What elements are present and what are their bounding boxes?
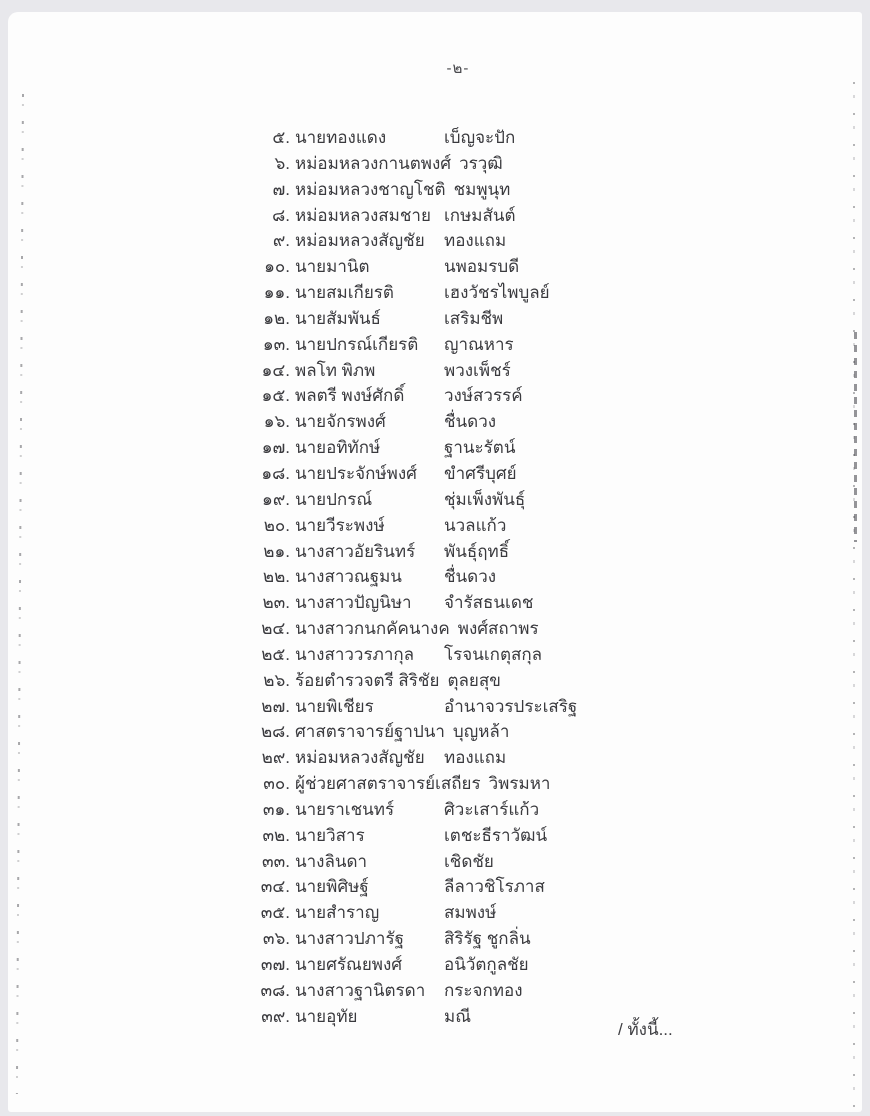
list-item bbox=[252, 539, 732, 565]
entry-surname: ชมพูนุท bbox=[453, 179, 511, 199]
entry-surname: ทองแถม bbox=[444, 231, 507, 251]
entry-num: ๓๕. bbox=[260, 903, 290, 923]
list-item bbox=[252, 900, 732, 926]
entry-name: นางลินดา bbox=[295, 851, 368, 871]
entry-num: ๑๐. bbox=[264, 257, 290, 277]
entry-num: ๗. bbox=[272, 179, 290, 199]
entry-surname: ชื่นดวง bbox=[444, 567, 497, 587]
entry-name: นางสาววรภากุล bbox=[295, 644, 415, 664]
entry-num: ๓๙. bbox=[261, 1006, 290, 1026]
list-item bbox=[252, 177, 732, 203]
entry-name: นายศรัณยพงศ์ bbox=[295, 955, 403, 974]
entry-surname: เตชะธีราวัฒน์ bbox=[444, 825, 548, 845]
entry-num: ๑๒. bbox=[263, 308, 290, 328]
entry-num: ๑๘. bbox=[261, 463, 290, 483]
list-item bbox=[252, 383, 732, 409]
scanned-document-page bbox=[8, 12, 862, 1112]
entry-name: หม่อมหลวงสมชาย bbox=[295, 205, 431, 225]
list-item bbox=[252, 745, 732, 771]
entry-num: ๖. bbox=[274, 153, 290, 173]
entry-surname: เบ็ญจะปัก bbox=[444, 128, 516, 147]
entry-num: ๑๙. bbox=[262, 489, 290, 509]
entry-num: ๓๗. bbox=[260, 955, 290, 974]
scan-artifact-right-dashes bbox=[853, 82, 855, 1112]
entry-name: นางสาวปัญนิษา bbox=[295, 593, 412, 613]
entry-num: ๑๕. bbox=[261, 386, 290, 406]
list-item bbox=[252, 254, 732, 280]
entry-name: นายวิสาร bbox=[295, 825, 365, 845]
entry-num: ๒๙. bbox=[261, 748, 290, 768]
entry-num: ๒๗. bbox=[261, 696, 290, 716]
entry-num: ๓๔. bbox=[260, 877, 290, 897]
list-item bbox=[252, 332, 732, 358]
entry-num: ๙. bbox=[272, 231, 290, 251]
entry-name: นายวีระพงษ์ bbox=[295, 515, 385, 535]
entry-num: ๒๒. bbox=[262, 567, 290, 587]
list-item bbox=[252, 435, 732, 461]
entry-surname: ตุลยสุข bbox=[447, 670, 501, 690]
entry-num: ๒๖. bbox=[263, 670, 290, 690]
entry-surname: สมพงษ์ bbox=[444, 903, 497, 923]
list-item bbox=[252, 487, 732, 513]
list-item bbox=[252, 978, 732, 1004]
entry-name: นางสาวกนกคัคนางค bbox=[295, 619, 450, 639]
list-item bbox=[252, 151, 732, 177]
entry-surname: อนิวัตกูลชัย bbox=[444, 955, 529, 974]
list-item bbox=[252, 564, 732, 590]
entry-num: ๑๗. bbox=[261, 438, 290, 458]
entry-surname: โรจนเกตุสกุล bbox=[444, 644, 543, 664]
list-item bbox=[252, 203, 732, 229]
entry-surname: พันธุ์ฤทธิ์ bbox=[444, 541, 510, 561]
entry-name: นายพิศิษฐ์ bbox=[295, 877, 369, 897]
list-item bbox=[252, 642, 732, 668]
entry-surname: พวงเพ็ชร์ bbox=[444, 360, 511, 380]
entry-name: นายพิเชียร bbox=[295, 696, 374, 716]
entry-surname: มณี bbox=[444, 1006, 471, 1026]
entry-surname: สิริรัฐ ชูกลิ่น bbox=[444, 929, 531, 949]
entry-surname: เชิดชัย bbox=[444, 851, 494, 871]
entry-num: ๕. bbox=[272, 128, 290, 147]
entry-surname: ทองแถม bbox=[444, 748, 507, 768]
entry-surname: นวลแก้ว bbox=[444, 515, 507, 535]
entry-name: นายสมเกียรติ bbox=[295, 283, 394, 303]
continuation-mark: / ทั้งนี้... bbox=[618, 1020, 673, 1039]
entry-surname: พงศ์สถาพร bbox=[457, 619, 539, 639]
entry-name: นายทองแดง bbox=[295, 128, 387, 147]
entry-surname: จำรัสธนเดช bbox=[444, 593, 534, 613]
entry-num: ๒๘. bbox=[260, 722, 290, 742]
entry-name: นางสาวปภารัฐ bbox=[295, 929, 404, 949]
list-item bbox=[252, 849, 732, 875]
entry-name: นางสาวอัยรินทร์ bbox=[295, 541, 416, 561]
entry-surname: วงษ์สวรรค์ bbox=[444, 386, 523, 406]
entry-num: ๓๓. bbox=[262, 851, 290, 871]
entry-num: ๑๖. bbox=[263, 412, 290, 432]
entry-name: หม่อมหลวงสัญชัย bbox=[295, 748, 425, 768]
name-list bbox=[252, 125, 732, 1030]
entry-name: หม่อมหลวงชาญโชติ bbox=[295, 179, 446, 199]
entry-surname: เสริมชีพ bbox=[444, 308, 504, 328]
entry-surname: ญาณหาร bbox=[444, 334, 514, 354]
entry-name: นายสำราญ bbox=[295, 903, 380, 923]
list-item bbox=[252, 358, 732, 384]
entry-num: ๒๔. bbox=[261, 619, 290, 639]
entry-name: นายราเชนทร์ bbox=[295, 799, 395, 819]
entry-name: ร้อยตำรวจตรี สิริชัย bbox=[295, 670, 440, 690]
entry-name: นางสาวฐานิตรดา bbox=[295, 980, 426, 1000]
list-item bbox=[252, 694, 732, 720]
entry-num: ๘. bbox=[272, 205, 290, 225]
list-item bbox=[252, 771, 732, 797]
entry-num: ๒๑. bbox=[263, 541, 290, 561]
entry-surname: วรวุฒิ bbox=[459, 153, 503, 173]
entry-surname: ชุ่มเพ็งพันธุ์ bbox=[444, 489, 526, 509]
page-number: -๒- bbox=[446, 60, 470, 77]
scan-artifact-left-dashes bbox=[16, 94, 24, 1094]
list-item bbox=[252, 616, 732, 642]
entry-name: นายปกรณ์ bbox=[295, 489, 373, 509]
entry-name: นายอุทัย bbox=[295, 1006, 358, 1026]
entry-name: นายอทิทักษ์ bbox=[295, 438, 381, 458]
entry-num: ๒๕. bbox=[261, 644, 290, 664]
list-item bbox=[252, 125, 732, 151]
entry-num: ๓๒. bbox=[262, 825, 290, 845]
entry-name: พลตรี พงษ์ศักดิ์ bbox=[295, 386, 405, 406]
entry-surname: กระจกทอง bbox=[444, 980, 523, 1000]
entry-surname: อำนาจวรประเสริฐ bbox=[444, 696, 578, 716]
list-item bbox=[252, 513, 732, 539]
entry-num: ๒๐. bbox=[263, 515, 290, 535]
entry-name: นายปกรณ์เกียรติ bbox=[295, 334, 419, 354]
entry-name: นายสัมพันธ์ bbox=[295, 308, 381, 328]
entry-surname: วิพรมหา bbox=[488, 774, 551, 794]
entry-surname: เกษมสันต์ bbox=[444, 205, 516, 225]
entry-name: หม่อมหลวงกานตพงศ์ bbox=[295, 153, 452, 173]
entry-num: ๓๑. bbox=[262, 799, 290, 819]
entry-num: ๓๘. bbox=[260, 980, 290, 1000]
list-item bbox=[252, 228, 732, 254]
list-item bbox=[252, 797, 732, 823]
entry-name: นายจักรพงศ์ bbox=[295, 412, 386, 432]
entry-num: ๑๔. bbox=[261, 360, 290, 380]
entry-name: ผู้ช่วยศาสตราจารย์เสถียร bbox=[295, 774, 481, 794]
entry-num: ๑๑. bbox=[263, 283, 290, 303]
entry-surname: เฮงวัชรไพบูลย์ bbox=[444, 283, 550, 303]
list-item bbox=[252, 280, 732, 306]
entry-surname: นพอมรบดี bbox=[444, 257, 520, 277]
entry-num: ๓๖. bbox=[262, 929, 290, 949]
entry-surname: บุญหล้า bbox=[452, 722, 510, 742]
entry-name: นายประจักษ์พงศ์ bbox=[295, 463, 417, 483]
entry-name: นายมานิต bbox=[295, 257, 370, 277]
entry-name: นางสาวณฐมน bbox=[295, 567, 402, 587]
list-item bbox=[252, 461, 732, 487]
entry-name: หม่อมหลวงสัญชัย bbox=[295, 231, 425, 251]
entry-name: ศาสตราจารย์ฐาปนา bbox=[295, 722, 445, 742]
entry-num: ๑๓. bbox=[262, 334, 290, 354]
list-item bbox=[252, 874, 732, 900]
list-item bbox=[252, 719, 732, 745]
entry-surname: ลีลาวชิโรภาส bbox=[444, 877, 545, 897]
list-item bbox=[252, 668, 732, 694]
list-item bbox=[252, 823, 732, 849]
entry-surname: ชื่นดวง bbox=[444, 412, 497, 432]
list-item bbox=[252, 590, 732, 616]
entry-num: ๒๓. bbox=[262, 593, 290, 613]
entry-surname: ฐานะรัตน์ bbox=[444, 438, 516, 458]
list-item bbox=[252, 926, 732, 952]
list-item bbox=[252, 952, 732, 978]
list-item bbox=[252, 306, 732, 332]
list-item bbox=[252, 409, 732, 435]
entry-num: ๓๐. bbox=[263, 774, 290, 794]
entry-name: พลโท พิภพ bbox=[295, 360, 376, 380]
entry-surname: ศิวะเสาร์แก้ว bbox=[444, 799, 540, 819]
scan-artifact-right-dense-dashes bbox=[854, 332, 857, 542]
entry-surname: ขำศรีบุศย์ bbox=[444, 463, 517, 483]
